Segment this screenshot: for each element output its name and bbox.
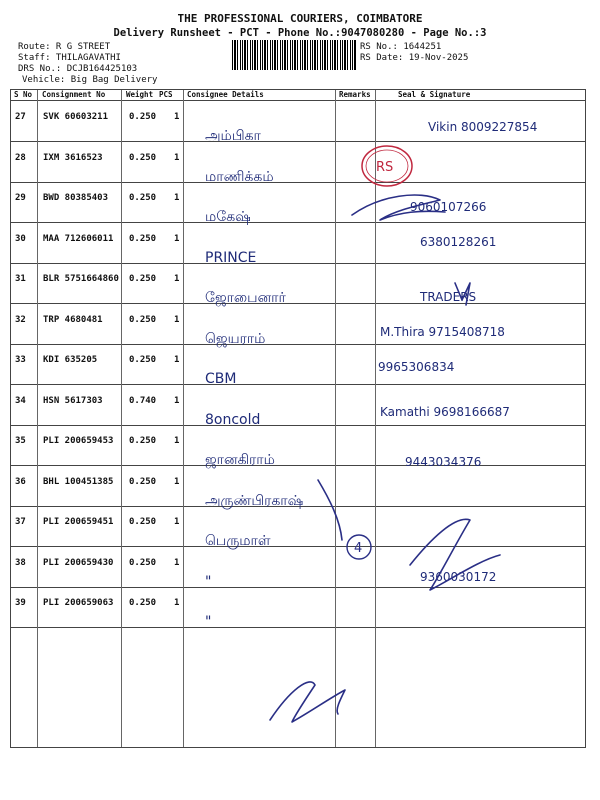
document-subtitle: Delivery Runsheet - PCT - Phone No.:9047080280 - Page No.:3 — [113, 27, 487, 39]
row-consignment-no: MAA 712606011 — [43, 233, 114, 244]
row-sno: 39 — [15, 598, 26, 608]
signature-handwriting: 9965306834 — [378, 360, 455, 374]
row-pcs: 1 — [174, 355, 180, 365]
table-row — [11, 181, 585, 223]
row-sno: 33 — [15, 355, 26, 365]
row-consignment-no: PLI 200659453 — [43, 436, 114, 446]
row-weight: 0.740 — [129, 395, 157, 406]
consignee-handwriting: பெருமாள் — [205, 533, 271, 549]
consignee-handwriting: CBM — [205, 371, 237, 387]
row-pcs: 1 — [174, 436, 180, 446]
vehicle-label: Vehicle: Big Bag Delivery — [22, 75, 158, 85]
consignee-handwriting: மகேஷ் — [205, 209, 251, 225]
stamp-text: RS — [376, 160, 394, 175]
row-consignment-no: IXM 3616523 — [43, 152, 103, 163]
signature-handwriting: Vikin 8009227854 — [428, 120, 538, 134]
row-sno: 32 — [15, 314, 26, 325]
row-weight: 0.250 — [129, 314, 157, 325]
table-row — [11, 141, 585, 183]
signature-handwriting: 6380128261 — [420, 235, 497, 249]
row-pcs: 1 — [174, 193, 180, 203]
col-consignee: Consignee Details — [187, 90, 264, 99]
col-weight: Weight — [126, 90, 154, 99]
row-sno: 27 — [15, 112, 26, 122]
row-consignment-no: HSN 5617303 — [43, 395, 103, 406]
col-pcs: PCS — [159, 90, 173, 99]
row-consignment-no: PLI 200659063 — [43, 598, 114, 608]
drs-number: DRS No.: DCJB164425103 — [18, 64, 138, 74]
consignee-handwriting: அம்பிகா — [205, 128, 261, 144]
staff-label: Staff: THILAGAVATHI — [18, 53, 121, 63]
consignee-handwriting: " — [205, 573, 212, 590]
row-consignment-no: BWD 80385403 — [43, 193, 109, 203]
route-label: Route: R G STREET — [18, 42, 111, 52]
row-pcs: 1 — [174, 557, 180, 568]
consignee-handwriting: ஜோபைனார் — [205, 290, 286, 306]
circled-number-text: 4 — [354, 541, 363, 556]
row-consignment-no: TRP 4680481 — [43, 314, 103, 325]
row-sno: 31 — [15, 274, 26, 284]
col-sno: S No — [14, 90, 33, 99]
row-weight: 0.250 — [129, 517, 157, 527]
row-weight: 0.250 — [129, 355, 157, 365]
document-title: THE PROFESSIONAL COURIERS, COIMBATORE — [177, 12, 423, 25]
row-consignment-no: BHL 100451385 — [43, 476, 114, 487]
row-sno: 38 — [15, 557, 26, 568]
row-pcs: 1 — [174, 152, 180, 163]
signature-handwriting: M.Thira 9715408718 — [380, 325, 505, 339]
col-remarks: Remarks — [339, 90, 371, 99]
row-consignment-no: BLR 5751664860 — [43, 274, 119, 284]
barcode-image — [232, 40, 356, 70]
signature-handwriting: TRADERS — [420, 290, 477, 304]
row-consignment-no: PLI 200659430 — [43, 557, 114, 568]
signature-handwriting: Kamathi 9698166687 — [380, 405, 510, 419]
row-consignment-no: PLI 200659451 — [43, 517, 114, 527]
row-sno: 29 — [15, 193, 26, 203]
row-pcs: 1 — [174, 274, 180, 284]
table-row — [11, 424, 585, 466]
row-pcs: 1 — [174, 112, 180, 122]
row-weight: 0.250 — [129, 598, 157, 608]
row-weight: 0.250 — [129, 112, 157, 122]
col-consignment: Consignment No — [42, 90, 106, 99]
row-weight: 0.250 — [129, 436, 157, 446]
table-row — [11, 343, 585, 385]
signature-handwriting: 9360030172 — [420, 570, 497, 584]
table-row — [11, 262, 585, 304]
consignee-handwriting: மாணிக்கம் — [205, 168, 274, 185]
table-row — [11, 586, 585, 628]
consignee-handwriting: அருண்பிரகாஷ் — [205, 492, 304, 509]
row-weight: 0.250 — [129, 274, 157, 284]
row-sno: 36 — [15, 476, 26, 487]
row-consignment-no: SVK 60603211 — [43, 112, 109, 122]
consignee-handwriting: PRINCE — [205, 249, 257, 266]
row-pcs: 1 — [174, 233, 180, 244]
rs-number: RS No.: 1644251 — [360, 42, 442, 52]
row-pcs: 1 — [174, 476, 180, 487]
row-weight: 0.250 — [129, 557, 157, 568]
row-sno: 37 — [15, 517, 26, 527]
signature-handwriting: 9060107266 — [410, 200, 487, 214]
row-pcs: 1 — [174, 598, 180, 608]
consignee-handwriting: ஜானகிராம் — [205, 452, 275, 468]
row-sno: 30 — [15, 233, 26, 244]
table-row — [11, 222, 585, 264]
row-sno: 34 — [15, 395, 26, 406]
row-pcs: 1 — [174, 517, 180, 527]
consignee-handwriting: ஜெயராம் — [205, 330, 266, 347]
row-weight: 0.250 — [129, 152, 157, 163]
row-sno: 35 — [15, 436, 26, 446]
row-sno: 28 — [15, 152, 26, 163]
table-row — [11, 505, 585, 547]
row-weight: 0.250 — [129, 193, 157, 203]
signature-handwriting: 9443034376 — [405, 455, 482, 469]
consignee-handwriting: " — [205, 614, 212, 630]
rs-date: RS Date: 19-Nov-2025 — [360, 53, 469, 63]
consignee-handwriting: 8oncold — [205, 411, 261, 428]
row-weight: 0.250 — [129, 233, 157, 244]
col-signature: Seal & Signature — [398, 90, 471, 99]
row-pcs: 1 — [174, 395, 180, 406]
row-weight: 0.250 — [129, 476, 157, 487]
row-pcs: 1 — [174, 314, 180, 325]
table-row — [11, 546, 585, 588]
row-consignment-no: KDI 635205 — [43, 355, 98, 365]
